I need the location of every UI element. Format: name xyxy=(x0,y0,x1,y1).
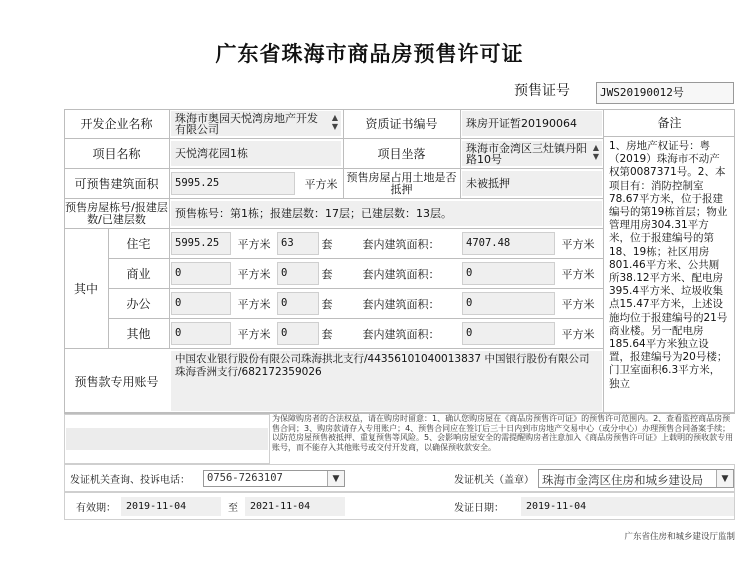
usage-area-unit: 平方米 xyxy=(237,327,271,341)
valid-from-field[interactable]: 2019-11-04 xyxy=(121,497,221,516)
inner-area-unit: 平方米 xyxy=(561,267,595,281)
building-floors-field[interactable]: 预售栋号：第1栋；报建层数：17层；已建层数：13层。 xyxy=(171,201,602,226)
issuer-select[interactable] xyxy=(538,469,734,488)
land-mortgage-label: 预售房屋占用土地是否抵押 xyxy=(346,170,457,196)
inner-area-field[interactable]: 4707.48 xyxy=(462,232,555,255)
usage-count-unit: 套 xyxy=(321,327,333,341)
usage-count-field[interactable]: 0 xyxy=(277,322,319,345)
usage-count-unit: 套 xyxy=(321,237,333,251)
valid-to-field[interactable]: 2021-11-04 xyxy=(245,497,345,516)
validity-label: 有效期： xyxy=(76,502,116,514)
usage-area-unit: 平方米 xyxy=(237,297,271,311)
presale-area-label: 可预售建筑面积 xyxy=(74,177,159,191)
project-name-field[interactable]: 天悦湾花园1栋 xyxy=(171,141,341,166)
inner-area-unit: 平方米 xyxy=(561,237,595,251)
developer-value: 珠海市奥园天悦湾房地产开发有限公司 xyxy=(175,112,318,136)
usage-count-field[interactable]: 63 xyxy=(277,232,319,255)
project-location-field[interactable] xyxy=(462,141,602,166)
usage-count-field[interactable]: 0 xyxy=(277,292,319,315)
inner-area-label: 套内建筑面积： xyxy=(362,237,440,251)
printed-by: 广东省住房和城乡建设厅监制 xyxy=(624,532,735,542)
presale-area-unit: 平方米 xyxy=(304,177,338,191)
remarks-label: 备注 xyxy=(657,116,682,130)
usage-type-label: 办公 xyxy=(126,297,151,311)
scroll-spinner-icon[interactable]: ▲ ▼ xyxy=(331,113,339,131)
issuer-value: 珠海市金湾区住房和城乡建设局 xyxy=(542,473,703,487)
inner-area-field[interactable]: 0 xyxy=(462,292,555,315)
issue-date-label: 发证日期： xyxy=(454,502,504,514)
notice-text: 为保障购房者的合法权益，请在购房时留意：1、确认您购房屋在《商品房预售许可证》的预售许可范围内。2、查看监控商品房预售合同；3、购房款请存入专用账户；4、预售合同应在签订后三十日内到市房地产交易中心（或分中心）办理预售合同备案手续；以防范房屋预售被抵押、重复预售等风险。5、会影响房屋安全的需提醒购房者注意加入《商品房预售许可证》上载明的预收款专用账号，而不能存入其他账号或交付开发商，以确保预收款安全。 xyxy=(272,414,734,452)
chevron-down-icon[interactable]: ▼ xyxy=(716,470,733,487)
usage-area-field[interactable]: 0 xyxy=(171,292,231,315)
usage-count-unit: 套 xyxy=(321,297,333,311)
issuer-label: 发证机关（盖章） xyxy=(454,474,534,486)
qualification-field[interactable]: 珠房开证暂20190064 xyxy=(462,111,602,136)
account-label: 预售款专用账号 xyxy=(74,374,159,389)
inner-area-label: 套内建筑面积： xyxy=(362,267,440,281)
usage-area-unit: 平方米 xyxy=(237,267,271,281)
page-title: 广东省珠海市商品房预售许可证 xyxy=(215,42,524,66)
hotline-select[interactable] xyxy=(203,470,345,487)
inner-area-unit: 平方米 xyxy=(561,327,595,341)
usage-area-field[interactable]: 5995.25 xyxy=(171,232,231,255)
issue-date-field[interactable]: 2019-11-04 xyxy=(521,497,734,516)
scroll-spinner-icon[interactable]: ▲ ▼ xyxy=(592,143,600,161)
hotline-value: 0756-7263107 xyxy=(207,472,283,484)
developer-field[interactable] xyxy=(171,111,341,136)
usage-count-unit: 套 xyxy=(321,267,333,281)
usage-count-field[interactable]: 0 xyxy=(277,262,319,285)
land-mortgage-field[interactable]: 未被抵押 xyxy=(462,171,602,196)
validity-to-label: 至 xyxy=(228,502,238,514)
usage-area-field[interactable]: 0 xyxy=(171,322,231,345)
developer-label: 开发企业名称 xyxy=(80,117,153,131)
breakdown-group-label: 其中 xyxy=(73,282,98,296)
usage-area-unit: 平方米 xyxy=(237,237,271,251)
project-location-value: 珠海市金湾区三灶镇丹阳路10号 xyxy=(466,142,587,166)
inner-area-label: 套内建筑面积： xyxy=(362,297,440,311)
qualification-label: 资质证书编号 xyxy=(365,117,438,131)
cert-no-field[interactable]: JWS20190012号 xyxy=(596,82,734,104)
hotline-label: 发证机关查询、投诉电话： xyxy=(70,474,190,486)
usage-area-field[interactable]: 0 xyxy=(171,262,231,285)
notice-blank-field[interactable] xyxy=(66,428,268,450)
account-field[interactable]: 中国农业银行股份有限公司珠海拱北支行/44356101040013837 中国银行股份有限公司珠海香洲支行/682172359026 xyxy=(171,351,602,411)
usage-type-label: 住宅 xyxy=(126,237,151,251)
presale-area-field[interactable]: 5995.25 xyxy=(171,172,295,195)
project-location-label: 项目坐落 xyxy=(377,147,426,161)
chevron-down-icon[interactable]: ▼ xyxy=(327,471,344,486)
usage-type-label: 商业 xyxy=(126,267,151,281)
inner-area-unit: 平方米 xyxy=(561,297,595,311)
inner-area-field[interactable]: 0 xyxy=(462,322,555,345)
inner-area-field[interactable]: 0 xyxy=(462,262,555,285)
usage-type-label: 其他 xyxy=(126,327,151,341)
inner-area-label: 套内建筑面积： xyxy=(362,327,440,341)
project-name-label: 项目名称 xyxy=(92,147,141,161)
cert-no-label: 预售证号 xyxy=(514,83,570,99)
remarks-field[interactable]: 1、房地产权证号：粤（2019）珠海市不动产权第0087371号。2、本项目有：消防控制室78.67平方米，位于报建编号的第19栋首层；物业管理用房304.31平方米，位于报建编号的第18、19栋；社区用房801.46平方米、公共厕所38.12平方米、配电房395.4平方米、垃圾收集点15.47平方米，上述设施均位于报建编号的21号商业楼。另一配电房185.64平方米独立设置，报建编号为20号楼；门卫室面积6.3平方米，独立 xyxy=(609,140,728,390)
building-floors-label: 预售房屋栋号/报建层数/已建层数 xyxy=(65,200,168,226)
